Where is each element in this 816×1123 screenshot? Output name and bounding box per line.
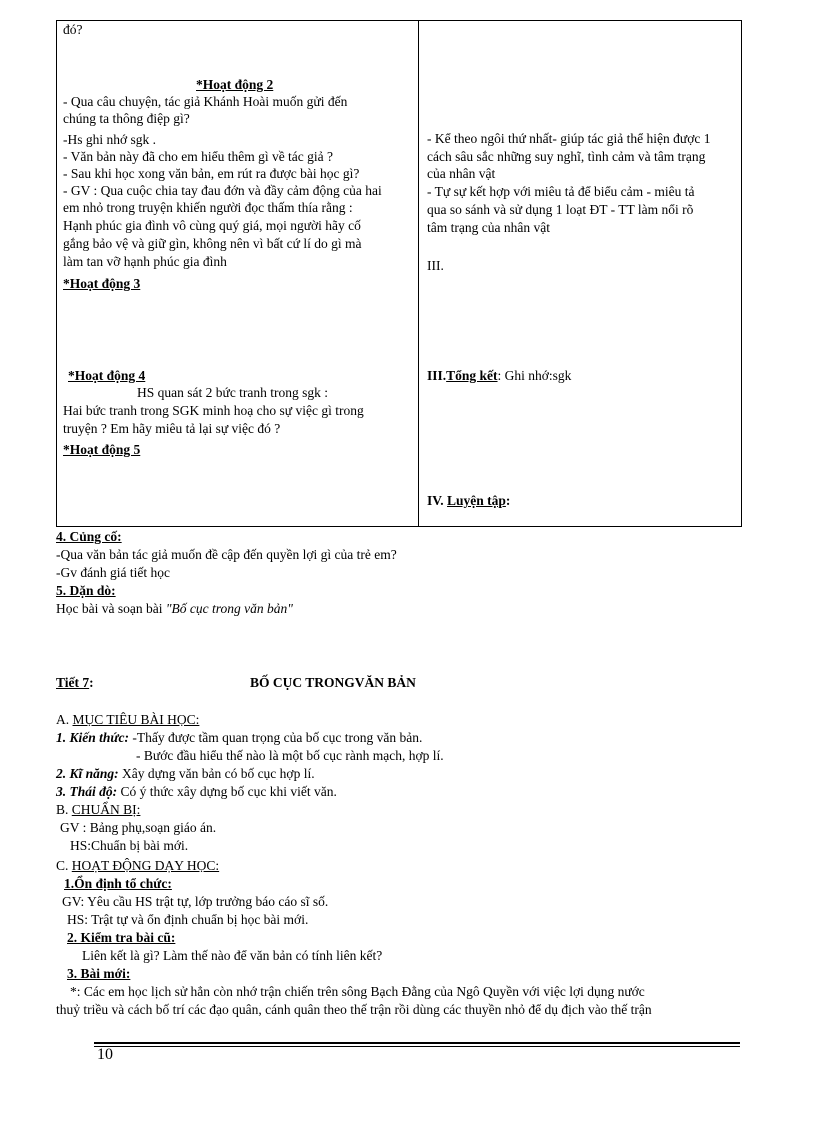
text-line — [56, 600, 293, 617]
practice-heading — [427, 492, 510, 509]
lesson-number-label: Tiết 7 — [56, 675, 90, 690]
subsection-heading: 2. Kiểm tra bài cũ: — [67, 930, 176, 945]
content-cell — [419, 21, 742, 527]
section-prefix: A. — [56, 712, 73, 727]
text-line: - Bước đầu hiểu thế nào là một bố cục rành mạch, hợp lí. — [136, 748, 444, 763]
text-line: - Văn bản này đã cho em hiểu thêm gì về tác giả ? — [63, 149, 334, 164]
activity-4-heading: *Hoạt động 4 — [68, 368, 146, 383]
text-line: đó? — [63, 22, 83, 37]
skills-label: 2. Kĩ năng: — [56, 766, 119, 781]
text-line: thuỷ triều và cách bố trí các đạo quân, cánh quân theo thế trận rồi dùng các thuyền nhỏ để dụ địch vào thế trận — [56, 1002, 652, 1017]
section-title: MỤC TIÊU BÀI HỌC: — [72, 712, 200, 727]
text-line: - Kể theo ngôi thứ nhất- giúp tác giả thể hiện được 1 — [427, 131, 711, 146]
text-line: Hạnh phúc gia đình vô cùng quý giá, mọi người hãy cố — [63, 218, 361, 233]
section-a-heading — [56, 711, 199, 728]
activity-5-heading: *Hoạt động 5 — [63, 442, 141, 457]
text-line: III. — [427, 258, 444, 273]
section-text: : Ghi nhớ:sgk — [497, 368, 572, 383]
section-number: IV. — [427, 493, 448, 508]
summary-heading — [427, 367, 571, 384]
consolidation-heading: 4. Củng cố: — [56, 529, 122, 544]
attitude-line — [56, 783, 337, 800]
activity-3-heading: *Hoạt động 3 — [63, 276, 141, 291]
text-line: -Gv đánh giá tiết học — [56, 565, 170, 580]
text-line: tâm trạng của nhân vật — [427, 220, 550, 235]
text-line: làm tan vỡ hạnh phúc gia đình — [63, 254, 227, 269]
section-title: HOẠT ĐỘNG DẠY HỌC: — [71, 858, 220, 873]
knowledge-line — [56, 729, 422, 746]
text-span: -Thấy được tầm quan trọng của bố cục trong văn bản. — [128, 730, 423, 745]
attitude-label: 3. Thái độ: — [56, 784, 118, 799]
section-colon: : — [505, 493, 511, 508]
text-line: GV: Yêu cầu HS trật tự, lớp trưởng báo cáo sĩ số. — [62, 894, 329, 909]
section-prefix: B. — [56, 802, 72, 817]
text-span: Học bài và soạn bài — [56, 601, 166, 616]
text-span: Có ý thức xây dựng bố cục khi viết văn. — [117, 784, 337, 799]
text-line: GV : Bảng phụ,soạn giáo án. — [60, 820, 217, 835]
section-b-heading — [56, 801, 140, 818]
text-line: em nhỏ trong truyện khiến người đọc thấm thía rằng : — [63, 200, 353, 215]
text-line: - Qua câu chuyện, tác giả Khánh Hoài muốn gửi đến — [63, 94, 348, 109]
section-c-heading — [56, 857, 219, 874]
text-line: -Qua văn bản tác giả muốn đề cập đến quyền lợi gì của trẻ em? — [56, 547, 397, 562]
text-line: chúng ta thông điệp gì? — [63, 111, 190, 126]
text-line: - Tự sự kết hợp với miêu tả để biểu cảm - miêu tả — [427, 184, 695, 199]
text-line: gắng bảo vệ và giữ gìn, không nên vì bất cứ lí do gì mà — [63, 236, 362, 251]
homework-heading: 5. Dặn dò: — [56, 583, 116, 598]
text-line: qua so sánh và sử dụng 1 loạt ĐT - TT làm nổi rõ — [427, 202, 694, 217]
footer-rule — [94, 1046, 740, 1047]
text-line: Hai bức tranh trong SGK minh hoạ cho sự việc gì trong — [63, 403, 364, 418]
text-line: - GV : Qua cuộc chia tay đau đớn và đầy cảm động của hai — [63, 183, 382, 198]
text-line: -Hs ghi nhớ sgk . — [63, 132, 157, 147]
lesson-table — [56, 20, 742, 527]
lesson-title: BỐ CỤC TRONGVĂN BẢN — [250, 675, 416, 690]
lesson-number-colon: : — [89, 675, 94, 690]
section-title: Tổng kết — [446, 368, 498, 383]
section-title: CHUẨN BỊ: — [71, 802, 141, 817]
lesson-number — [56, 674, 94, 691]
page-number: 10 — [97, 1046, 113, 1063]
section-title: Luyện tập — [447, 493, 506, 508]
footer-rule — [94, 1042, 740, 1044]
activity-2-heading: *Hoạt động 2 — [196, 77, 274, 92]
text-line: HS:Chuẩn bị bài mới. — [70, 838, 189, 853]
section-number: III. — [427, 368, 447, 383]
italic-title: "Bố cục trong văn bản" — [165, 601, 293, 616]
skills-line — [56, 765, 315, 782]
text-line: truyện ? Em hãy miêu tả lại sự việc đó ? — [63, 421, 281, 436]
text-line: Liên kết là gì? Làm thế nào để văn bản có tính liên kết? — [82, 948, 383, 963]
teacher-activities-cell — [57, 21, 419, 527]
text-line: *: Các em học lịch sử hẳn còn nhớ trận chiến trên sông Bạch Đằng của Ngô Quyền với việc lợi dụng nước — [70, 984, 645, 999]
text-line: của nhân vật — [427, 166, 496, 181]
text-span: Xây dựng văn bản có bố cục hợp lí. — [118, 766, 315, 781]
section-prefix: C. — [56, 858, 72, 873]
subsection-heading: 1.Ổn định tổ chức: — [64, 876, 172, 891]
knowledge-label: 1. Kiến thức: — [56, 730, 129, 745]
subsection-heading: 3. Bài mới: — [67, 966, 131, 981]
text-line: HS: Trật tự và ổn định chuẩn bị học bài mới. — [67, 912, 309, 927]
text-line: - Sau khi học xong văn bản, em rút ra được bài học gì? — [63, 166, 360, 181]
text-line: HS quan sát 2 bức tranh trong sgk : — [137, 385, 329, 400]
text-line: cách sâu sắc những suy nghĩ, tình cảm và tâm trạng — [427, 149, 706, 164]
